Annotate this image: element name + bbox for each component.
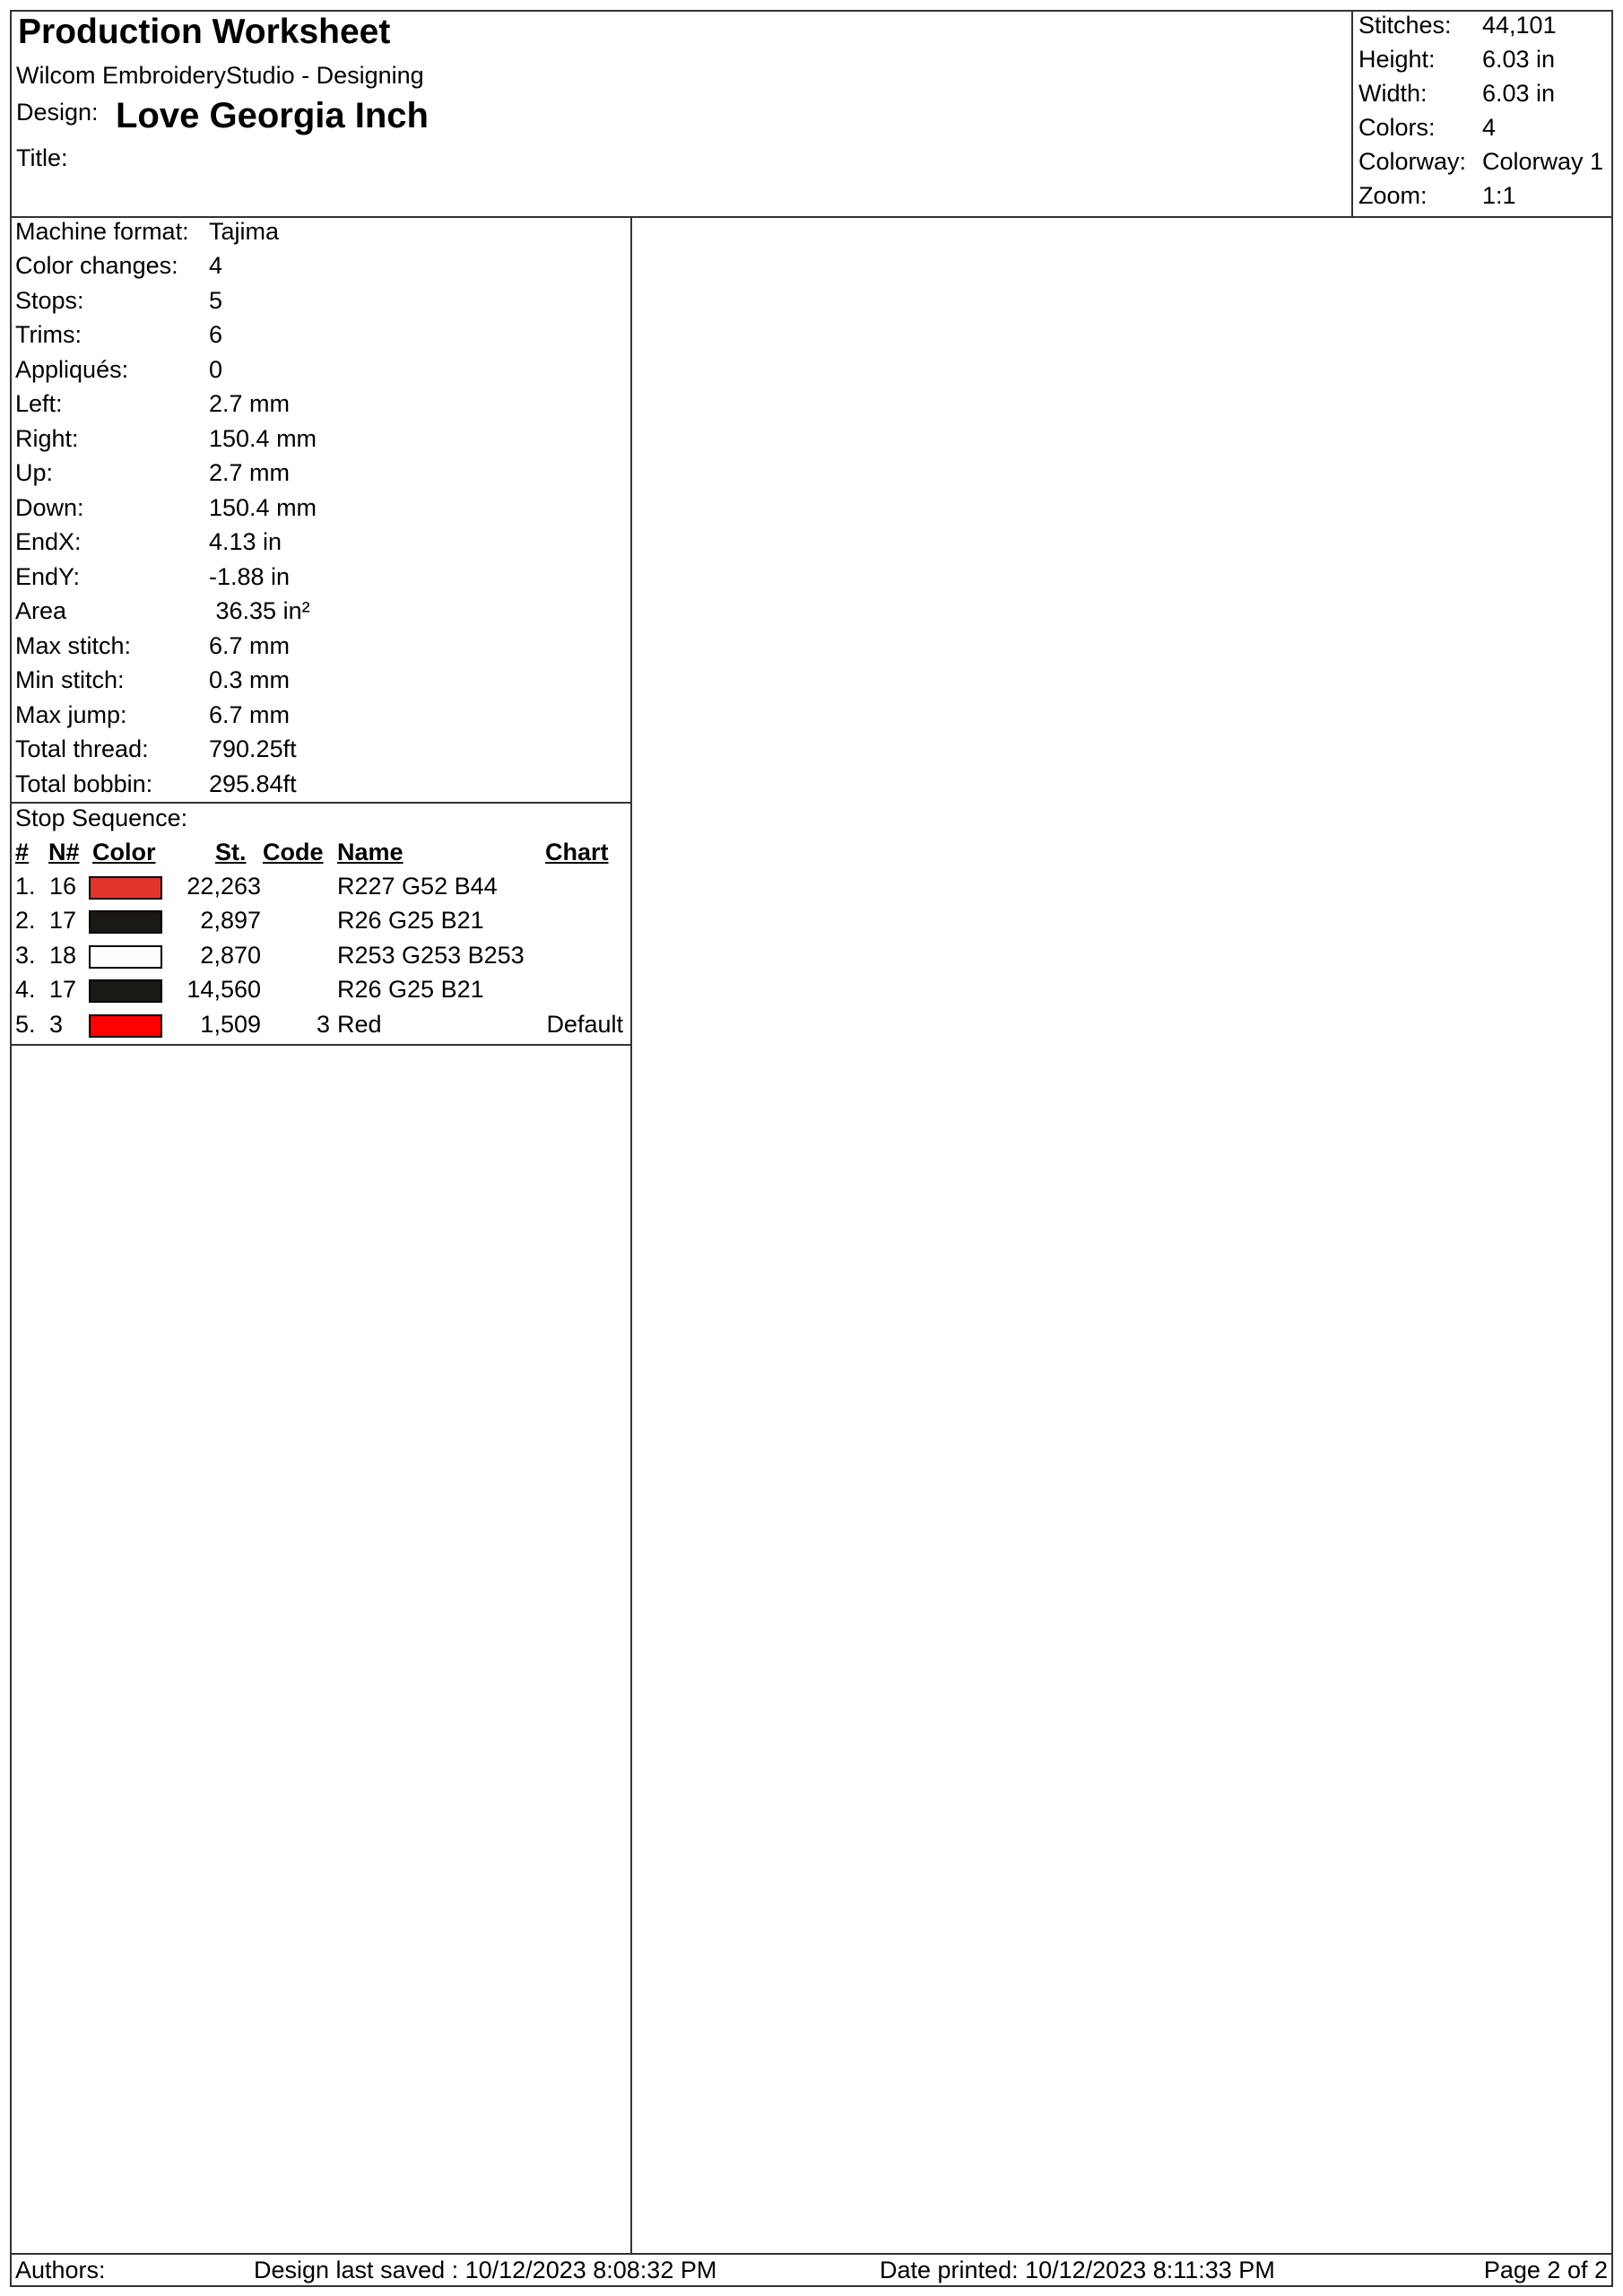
info-value: 4.13 in xyxy=(209,528,282,555)
info-value: 6 xyxy=(209,321,223,348)
stat-label: Colorway: xyxy=(1358,148,1467,175)
info-label: Max stitch: xyxy=(15,632,132,659)
section-divider xyxy=(10,1044,630,1046)
stat-value: 44,101 xyxy=(1482,12,1557,39)
row-num: 4. xyxy=(15,976,36,1003)
row-stitches: 14,560 xyxy=(187,976,261,1003)
footer-last-saved: Design last saved : 10/12/2023 8:08:32 PM xyxy=(254,2257,717,2283)
stat-label: Stitches: xyxy=(1358,12,1452,39)
col-header-needle: N# xyxy=(48,839,80,865)
info-label: EndX: xyxy=(15,528,82,555)
info-label: Left: xyxy=(15,390,63,417)
row-code: 3 xyxy=(316,1011,330,1038)
page-footer xyxy=(10,2253,1613,2287)
row-stitches: 22,263 xyxy=(187,873,261,900)
info-value: 0.3 mm xyxy=(209,666,291,693)
stat-value: 6.03 in xyxy=(1482,46,1556,73)
info-value: 6.7 mm xyxy=(209,632,291,659)
footer-authors: Authors: xyxy=(15,2257,106,2283)
row-name: R26 G25 B21 xyxy=(337,976,484,1003)
design-label: Design: xyxy=(16,99,99,126)
color-swatch xyxy=(89,910,162,934)
row-needle: 3 xyxy=(49,1011,64,1038)
info-label: Min stitch: xyxy=(15,666,125,693)
footer-date-printed: Date printed: 10/12/2023 8:11:33 PM xyxy=(880,2257,1275,2283)
row-needle: 18 xyxy=(49,942,77,969)
col-header-color: Color xyxy=(92,839,156,865)
stat-value: 6.03 in xyxy=(1482,80,1556,107)
app-name: Wilcom EmbroideryStudio - Designing xyxy=(16,62,424,89)
color-swatch xyxy=(89,1014,162,1038)
stat-value: Colorway 1 xyxy=(1482,148,1604,175)
col-header-code: Code xyxy=(263,839,324,865)
stat-label: Height: xyxy=(1358,46,1436,73)
info-value: Tajima xyxy=(209,218,280,245)
info-label: Area xyxy=(15,597,67,624)
section-divider xyxy=(10,802,630,804)
page-title: Production Worksheet xyxy=(18,13,391,51)
info-value: 2.7 mm xyxy=(209,390,291,417)
row-name: R253 G253 B253 xyxy=(337,942,525,969)
stat-value: 1:1 xyxy=(1482,182,1516,209)
stat-value: 4 xyxy=(1482,114,1497,141)
info-value: 6.7 mm xyxy=(209,701,291,728)
col-header-num: # xyxy=(15,839,30,865)
stop-sequence-title: Stop Sequence: xyxy=(15,804,188,831)
color-swatch xyxy=(89,979,162,1003)
info-label: EndY: xyxy=(15,563,81,590)
info-label: Machine format: xyxy=(15,218,189,245)
info-label: Total bobbin: xyxy=(15,770,153,797)
col-header-chart: Chart xyxy=(545,839,609,865)
color-swatch xyxy=(89,945,162,969)
row-stitches: 2,897 xyxy=(200,907,261,934)
design-stats-panel xyxy=(1351,10,1613,216)
info-label: Appliqués: xyxy=(15,356,129,383)
info-value: 150.4 mm xyxy=(209,425,317,452)
row-chart: Default xyxy=(546,1011,623,1038)
stat-label: Zoom: xyxy=(1358,182,1428,209)
row-name: R227 G52 B44 xyxy=(337,873,498,900)
info-label: Up: xyxy=(15,459,54,486)
design-name: Love Georgia Inch xyxy=(116,96,429,135)
info-label: Trims: xyxy=(15,321,82,348)
row-needle: 17 xyxy=(49,907,77,934)
col-header-name: Name xyxy=(337,839,404,865)
row-num: 1. xyxy=(15,873,36,900)
row-needle: 16 xyxy=(49,873,77,900)
table-row xyxy=(10,907,630,941)
info-label: Stops: xyxy=(15,287,84,314)
table-row xyxy=(10,1011,630,1045)
info-value: 5 xyxy=(209,287,223,314)
info-value: 295.84ft xyxy=(209,770,297,797)
stat-label: Colors: xyxy=(1358,114,1436,141)
info-label: Right: xyxy=(15,425,79,452)
row-name: R26 G25 B21 xyxy=(337,907,484,934)
info-value: 2.7 mm xyxy=(209,459,291,486)
footer-page-number: Page 2 of 2 xyxy=(1483,2257,1608,2283)
color-swatch xyxy=(89,876,162,900)
info-label: Color changes: xyxy=(15,252,178,279)
row-needle: 17 xyxy=(49,976,77,1003)
info-label: Down: xyxy=(15,494,84,521)
worksheet-header xyxy=(10,10,1613,218)
info-value: 150.4 mm xyxy=(209,494,317,521)
row-stitches: 1,509 xyxy=(200,1011,261,1038)
design-info-column xyxy=(10,218,632,2254)
info-value: 4 xyxy=(209,252,223,279)
info-value: 0 xyxy=(209,356,223,383)
row-num: 3. xyxy=(15,942,36,969)
stat-label: Width: xyxy=(1358,80,1428,107)
row-name: Red xyxy=(337,1011,382,1038)
row-num: 5. xyxy=(15,1011,36,1038)
col-header-stitches: St. xyxy=(215,839,247,865)
info-label: Total thread: xyxy=(15,735,149,762)
info-label: Max jump: xyxy=(15,701,127,728)
table-row xyxy=(10,873,630,907)
info-value: -1.88 in xyxy=(209,563,291,590)
info-value: 36.35 in² xyxy=(209,597,310,624)
row-num: 2. xyxy=(15,907,36,934)
info-value: 790.25ft xyxy=(209,735,297,762)
table-row xyxy=(10,976,630,1010)
row-stitches: 2,870 xyxy=(200,942,261,969)
table-row xyxy=(10,942,630,976)
title-label: Title: xyxy=(16,144,68,171)
